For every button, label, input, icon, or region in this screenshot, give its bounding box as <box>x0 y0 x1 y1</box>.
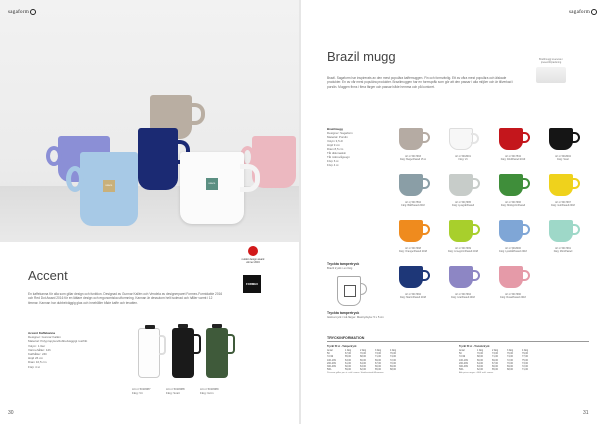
price-col-header: 1 färg <box>345 349 352 352</box>
table-cell: 200-299 <box>459 361 468 365</box>
mug-variant <box>539 172 589 222</box>
price-table-title: Tryckt 50 st - Tampertryck <box>327 345 357 348</box>
mug-caption <box>539 155 587 161</box>
brazil-spec-item: Höjd 9 cm <box>327 143 341 147</box>
mug-caption <box>439 247 487 253</box>
mug-art: Art nr 5017996 <box>505 201 521 204</box>
mug-caption <box>489 293 537 299</box>
left-page <box>0 0 299 424</box>
logo-ring-icon <box>591 9 597 15</box>
accent-specs-heading: Accent Kaffekanna <box>28 331 56 335</box>
table-cell: 66,00 <box>375 365 381 369</box>
mug-color-name: Färg: Beige/Pastell 15 st <box>399 158 427 162</box>
brazil-description: Brazil. Sagaform har inspirerats av den mest populära kaffemuggen. Fin och formvänlig. Ett av våra mest populära och älskade produkter. En av vår mest populära produkter. Brazilmuggen har en formspråk som gör att den passar i alla miljöer och är tillverkad i porslin. Muggen finns i flera färger och passar både hemma och på kontoret. <box>327 76 514 89</box>
jug-art: Art nr 5018088 <box>166 387 185 391</box>
table-cell: 79,00 <box>522 352 528 356</box>
mug-art: Art nr 5017990 <box>505 293 521 296</box>
table-cell: 71,00 <box>492 355 498 359</box>
accent-spec-item: Värmehåller: 12h <box>28 347 51 352</box>
brazil-spec-item: Diam 8,5 cm <box>327 147 344 151</box>
price-col-header: 4 färg <box>390 349 397 352</box>
mug-caption <box>389 293 437 299</box>
mug-color-name: Färg: Lila/Pastell 2018 <box>451 296 475 300</box>
mug-variant <box>489 172 539 222</box>
reddot-text: reddot design award winner 2016 <box>241 258 265 264</box>
mug-lightblue <box>80 152 138 226</box>
table-cell: 65,00 <box>492 368 498 372</box>
mug-variant <box>439 126 489 176</box>
mug-caption <box>439 201 487 207</box>
table-cell: 65,00 <box>375 368 381 372</box>
mug-art: Art nr 5017994 <box>455 293 471 296</box>
table-cell: 200-299 <box>327 361 336 365</box>
reddot-icon <box>248 246 258 256</box>
table-cell: 69,00 <box>375 358 381 362</box>
price-col-header: 2 färg <box>492 349 499 352</box>
table-cell: 62,00 <box>360 368 366 372</box>
mug-variant <box>539 126 589 176</box>
table-cell: 69,00 <box>507 365 513 369</box>
table-cell: 76,00 <box>390 352 396 356</box>
table-cell: 67,00 <box>345 352 351 356</box>
photo-surface <box>0 186 299 242</box>
table-cell: 74,00 <box>507 355 513 359</box>
table-cell: 65,00 <box>345 355 351 359</box>
price-col-header: 1 färg <box>477 349 484 352</box>
price-col-header: 4 färg <box>522 349 529 352</box>
table-cell: 63,00 <box>477 365 483 369</box>
table-cell: 66,00 <box>477 358 483 362</box>
table-cell: 66,00 <box>492 365 498 369</box>
mug-art: Art nr 5017995 <box>455 201 471 204</box>
mug-art: Art nr 5017997 <box>555 201 571 204</box>
gift-box-image <box>536 67 566 83</box>
table-cell: 72,00 <box>522 365 528 369</box>
table-cell: 500- <box>459 368 464 372</box>
table-cell: 500- <box>327 368 332 372</box>
mug-swatch <box>499 128 523 150</box>
brazil-spec-item: Förp 4 st <box>327 163 339 167</box>
mug-color-name: Färg: Limegrön/Pastell 2018 <box>447 250 479 254</box>
table-cell: 68,00 <box>390 368 396 372</box>
table-cell: 69,00 <box>390 365 396 369</box>
mug-variant <box>389 126 439 176</box>
brazil-specs-heading: Brazilmugg <box>327 127 343 131</box>
mug-color-name: Färg: Mörkgrön/Pastell <box>500 204 526 208</box>
brand-logo <box>8 9 37 15</box>
mug-white <box>180 152 244 224</box>
mug-caption <box>489 247 537 253</box>
mug-swatch <box>449 174 473 196</box>
price-col-header: 3 färg <box>375 349 382 352</box>
jug-color: Färg: Vit <box>132 390 143 395</box>
table-cell: 75,00 <box>522 358 528 362</box>
mug-swatch <box>449 128 473 150</box>
table-cell: 300-499 <box>459 365 468 369</box>
mug-swatch <box>549 220 573 242</box>
table-cell: 77,00 <box>522 355 528 359</box>
mug-color-name: Färg: Rosa/Pastell 2018 <box>500 296 526 300</box>
mug-swatch <box>399 174 423 196</box>
table-cell: 64,00 <box>477 361 483 365</box>
mug-art: Art nr 5017993 <box>405 155 421 158</box>
table-cell: 73,00 <box>375 352 381 356</box>
mug-swatch <box>499 220 523 242</box>
brazil-spec-item: Designer: Sagaform <box>327 131 353 135</box>
table-cell: 66,00 <box>360 358 366 362</box>
brazil-spec-item: Volym 3,5 dl <box>327 139 343 143</box>
brazil-spec-item: Material: Porslin <box>327 135 348 139</box>
table-cell: 73,00 <box>522 361 528 365</box>
mug-art: Art nr 5017532 <box>505 155 521 158</box>
table-cell: 73,00 <box>492 352 498 356</box>
table-cell: 68,00 <box>477 355 483 359</box>
table-cell: 100-199 <box>459 358 468 362</box>
jug-color: Färg: Grön <box>200 390 214 395</box>
mug-swatch <box>449 220 473 242</box>
jug-caption <box>200 388 219 395</box>
table-cell: 62,00 <box>477 368 483 372</box>
mug-color-name: Färg: Röd/Pastell 2019 <box>500 158 526 162</box>
table-cell: 76,00 <box>507 352 513 356</box>
mug-swatch <box>399 266 423 288</box>
table-cell: 50 <box>327 352 330 356</box>
mug-art: Art nr 5017992 <box>405 293 421 296</box>
accent-spec-item: Kallhåller: 24h <box>28 352 48 357</box>
price-table-2 <box>459 345 537 371</box>
mug-caption <box>439 155 487 161</box>
mug-color-name: Färg: Marin/Pastell 2018 <box>399 296 427 300</box>
jug-caption <box>166 388 185 395</box>
mug-color-name: Färg: Ljusblå/Pastell 2018 <box>499 250 527 254</box>
table-cell: 70,00 <box>390 361 396 365</box>
brazil-spec-item: Tål diskmaskin <box>327 151 347 155</box>
page-number-right: 31 <box>583 410 589 416</box>
price-col-header: Antal <box>459 349 465 352</box>
table-footnote: Priserna gäller per st. exkl. moms. Startkostnad tillkommer. <box>327 372 385 374</box>
table-cell: 67,00 <box>375 361 381 365</box>
mug-art: Art nr 5017999 <box>455 247 471 250</box>
mug-caption <box>389 155 437 161</box>
accent-spec-item: Volym: 1 liter <box>28 343 46 348</box>
tryck-title: Tryckta tampertryck <box>327 262 360 266</box>
accent-title: Accent <box>28 268 68 283</box>
table-cell: 64,00 <box>360 361 366 365</box>
product-photo <box>0 0 299 242</box>
mug-art: Art nr 5017998 <box>405 247 421 250</box>
table-row <box>327 368 405 371</box>
mug-caption <box>539 201 587 207</box>
mug-caption <box>439 293 487 299</box>
table-cell: 71,00 <box>375 355 381 359</box>
table-cell: 63,00 <box>345 358 351 362</box>
mug-color-name: Färg: Ljusgrå/Pastell <box>452 204 474 208</box>
mug-color-name: Färg: Mint/Pastell <box>553 250 573 254</box>
table-cell: 63,00 <box>360 365 366 369</box>
table-cell: 70,00 <box>477 352 483 356</box>
table-footnote-2: Alla priser anges i SEK exkl. moms. <box>459 372 494 374</box>
mug-variant <box>389 172 439 222</box>
table-cell: 67,00 <box>492 361 498 365</box>
mug-art: Art nr 5018001 <box>455 155 471 158</box>
table-cell: 60,00 <box>345 365 351 369</box>
mug-variant <box>439 264 489 314</box>
mug-variant <box>489 126 539 176</box>
jug-art: Art nr 5018089 <box>200 387 219 391</box>
table-cell: 72,00 <box>390 358 396 362</box>
price-table-title: Tryckt 50 st - Transfertryck <box>459 345 490 348</box>
print-info <box>327 336 589 374</box>
tryck2-sub: Gärna tryck i två färger. Maxtryckyta: 5 x 5 cm <box>327 315 384 319</box>
mug-label-white: BRAZIL <box>206 178 218 190</box>
table-cell: 71,00 <box>522 368 528 372</box>
brand-logo-text: sagaform <box>8 10 30 16</box>
accent-spec-item: Designer: Gunnar Kallén <box>28 335 61 340</box>
price-table-1 <box>327 345 405 371</box>
table-row <box>459 368 537 371</box>
right-page <box>301 0 600 424</box>
accent-spec-item: Material: Polypropylen/dubbelväggigt rostfritt <box>28 339 88 344</box>
gift-pack-note: Brazilmugg levereras i presentförpackning <box>539 58 563 64</box>
tryck-sub: Brazil tryckt i en färg <box>327 266 353 270</box>
formex-badge: FORMEX <box>243 275 261 293</box>
mug-swatch <box>499 266 523 288</box>
print-pattern-icon <box>344 285 356 297</box>
table-cell: 68,00 <box>507 368 513 372</box>
jug-white <box>138 328 160 378</box>
tryck2-title: Tryckta tampertryck <box>327 311 360 315</box>
table-cell: 61,00 <box>345 361 351 365</box>
brazil-spec-item: Tål mikrovågsugn <box>327 155 350 159</box>
table-cell: 70,00 <box>360 352 366 356</box>
mug-swatch <box>549 128 573 150</box>
brazil-title: Brazil mugg <box>327 49 396 64</box>
reddot-award <box>240 246 266 264</box>
mug-variant <box>489 264 539 314</box>
mug-swatch <box>399 128 423 150</box>
mug-art: Art nr 5017991 <box>555 247 571 250</box>
mug-caption <box>539 247 587 253</box>
table-cell: 69,00 <box>492 358 498 362</box>
table-cell: 72,00 <box>507 358 513 362</box>
table-cell: 300-499 <box>327 365 336 369</box>
table-cell: 100-199 <box>327 358 336 362</box>
print-sample-mug <box>337 276 361 306</box>
accent-spec-item: Höjd 26 cm <box>28 356 44 361</box>
brazil-specs <box>327 127 385 167</box>
mug-art: Art nr 5018002 <box>555 155 571 158</box>
mug-variant <box>389 264 439 314</box>
page-number-left: 30 <box>8 410 14 416</box>
mug-variant <box>489 218 539 268</box>
accent-spec-item: Förp 4 st <box>28 364 40 369</box>
table-cell: 70,00 <box>507 361 513 365</box>
mug-art: Art nr 5018000 <box>505 247 521 250</box>
table-cell: 68,00 <box>360 355 366 359</box>
mug-variant <box>389 218 439 268</box>
mug-swatch <box>449 266 473 288</box>
logo-ring-icon <box>30 9 36 15</box>
price-col-header: 3 färg <box>507 349 514 352</box>
mug-variant <box>439 172 489 222</box>
mug-variant <box>439 218 489 268</box>
price-col-header: 2 färg <box>360 349 367 352</box>
table-cell: 50 <box>459 352 462 356</box>
mug-caption <box>489 201 537 207</box>
brazil-spec-item: Förp 6 st <box>327 159 339 163</box>
mug-art: Art nr 5017594 <box>405 201 421 204</box>
mug-caption <box>489 155 537 161</box>
mug-swatch <box>399 220 423 242</box>
table-cell: 74,00 <box>390 355 396 359</box>
mug-swatch <box>499 174 523 196</box>
table-cell: 59,00 <box>345 368 351 372</box>
accent-description: En kaffekanna för alla som gillar design och funktion. Designad av Gunnar Kallén och Vendela av designerparet Formex-Formidable 2016 och Red Dot Award 2016 för en lättare design och ergonomiska utformning. Kannan är dessutom helt isolerad och håller varmt i 12 timmar. Kannan har dubbelväggig glas och innehåller både kaffe och tevatten. <box>28 292 223 305</box>
jug-art: Art nr 5018087 <box>132 387 151 391</box>
table-cell: 72-99 <box>459 355 466 359</box>
mug-color-name: Färg: Gul/Pastell 2018 <box>551 204 575 208</box>
table-cell: 72-99 <box>327 355 334 359</box>
jug-black <box>172 328 194 378</box>
print-info-heading: TRYCKINFORMATION <box>327 336 589 342</box>
mug-swatch <box>549 174 573 196</box>
mug-label: BRAZIL <box>103 180 115 192</box>
accent-specs <box>28 331 98 369</box>
brand-logo <box>569 9 598 15</box>
mug-variant <box>539 218 589 268</box>
mug-color-name: Färg: Orange/Pastell 2018 <box>398 250 428 254</box>
accent-spec-item: Diam 10,5 cm <box>28 360 47 365</box>
mug-caption <box>389 247 437 253</box>
mug-color-name: Färg: Svart <box>557 158 569 162</box>
mug-color-name: Färg: Blå/Pastell 2018 <box>401 204 425 208</box>
jug-color: Färg: Svart <box>166 390 180 395</box>
jug-green <box>206 328 228 378</box>
price-col-header: Antal <box>327 349 333 352</box>
mug-navy <box>138 128 178 190</box>
brand-logo-text: sagaform <box>569 10 591 16</box>
jug-caption <box>132 388 151 395</box>
mug-color-name: Färg: Vit <box>458 158 468 162</box>
mug-caption <box>389 201 437 207</box>
gift-pack <box>530 58 572 83</box>
